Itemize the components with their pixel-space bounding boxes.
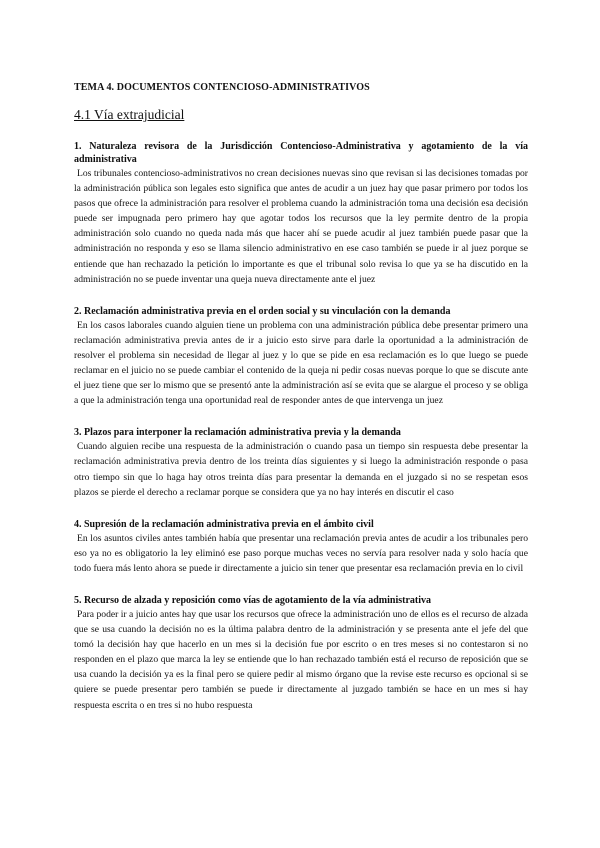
subsection-heading: 3. Plazos para interponer la reclamación administrativa previa y la demanda <box>74 427 401 439</box>
subsection-3 <box>74 426 528 499</box>
subsection-body: Cuando alguien recibe una respuesta de la administración o cuando pasa un tiempo sin respuesta debe presentar la reclamación administrativa previa dentro de los treinta días siguientes y si luego la administración responde o pasa otro tiempo sin que lo haga hay otros treinta días para presentar la demanda en el juzgado si no se respetan esos plazos se pierde el derecho a reclamar porque se considera que ya no hay interés en discutir el caso <box>74 441 528 498</box>
subsection-heading: 4. Supresión de la reclamación administrativa previa en el ámbito civil <box>74 518 374 530</box>
subsection-body: Los tribunales contencioso-administrativos no crean decisiones nuevas sino que revisan si las decisiones tomadas por la administración pública son legales esto significa que antes de acudir a un juez hay que pasar primero por todos los pasos que ofrece la administración para resolver el problema cuando la administración toma una decisión esa decisión puede ser impugnada pero primero hay que agotar todos los recursos que la ley permite dentro de la propia administración solo cuando no queda nada más que hacer ahí se puede acudir al juez también puede pasar que la administración no responda y eso se llama silencio administrativo en ese caso también se puede ir al juez porque se entiende que han rechazado la petición lo importante es que el tribunal solo revisa lo que ya se ha discutido en la administración no se puede inventar una queja nueva directamente ante el juez <box>74 168 528 285</box>
subsection-body: Para poder ir a juicio antes hay que usar los recursos que ofrece la administración uno de ellos es el recurso de alzada que se usa cuando la decisión no es la última palabra dentro de la administración y se presenta ante el jefe del que tomó la decisión hay que hacerlo en un mes si la decisión fue por escrito o en tres meses si no contestaron si no responden en el plazo que marca la ley se entiende que lo han rechazado también está el recurso de reposición que se usa cuando la decisión ya es la final pero se quiere pedir al mismo órgano que la revise este recurso es opcional si se quiere se puede presentar pero también se puede ir directamente al juzgado también se hace en un mes si hay respuesta escrita o en tres si no hubo respuesta <box>74 608 528 711</box>
subsection-4 <box>74 518 528 576</box>
subsection-body: En los casos laborales cuando alguien tiene un problema con una administración pública debe presentar primero una reclamación administrativa previa antes de ir a juicio esto sirve para darle la oportunidad a la administración de resolver el problema sin necesidad de llegar al juez y lo que se pide en esa reclamación es lo que luego se puede reclamar en el juicio no se puede cambiar el contenido de la queja ni pedir cosas nuevas porque lo que se discute ante el juez tiene que ser lo mismo que se presentó ante la administración así se evita que se alargue el proceso y se obliga a que la administración tenga una oportunidad real de responder antes de que intervenga un juez <box>74 319 528 407</box>
subsection-1 <box>74 140 528 287</box>
subsection-body: En los asuntos civiles antes también había que presentar una reclamación previa antes de acudir a los tribunales pero eso ya no es obligatorio la ley eliminó ese paso porque muchas veces no servía para resolver nada y solo hacía que todo fuera más lento ahora se puede ir directamente a juicio sin tener que presentar esa reclamación previa en lo civil <box>74 532 528 574</box>
subsection-heading: 5. Recurso de alzada y reposición como vías de agotamiento de la vía administrativa <box>74 594 432 606</box>
document-title: TEMA 4. DOCUMENTOS CONTENCIOSO-ADMINISTRATIVOS <box>74 82 370 93</box>
subsection-5 <box>74 594 528 713</box>
section-heading: 4.1 Vía extrajudicial <box>74 107 185 122</box>
subsection-2 <box>74 305 528 409</box>
subsection-heading: 1. Naturaleza revisora de la Jurisdicción Contencioso-Administrativa y agotamiento de la vía administrativa <box>74 141 528 165</box>
subsection-heading: 2. Reclamación administrativa previa en el orden social y su vinculación con la demanda <box>74 305 451 317</box>
